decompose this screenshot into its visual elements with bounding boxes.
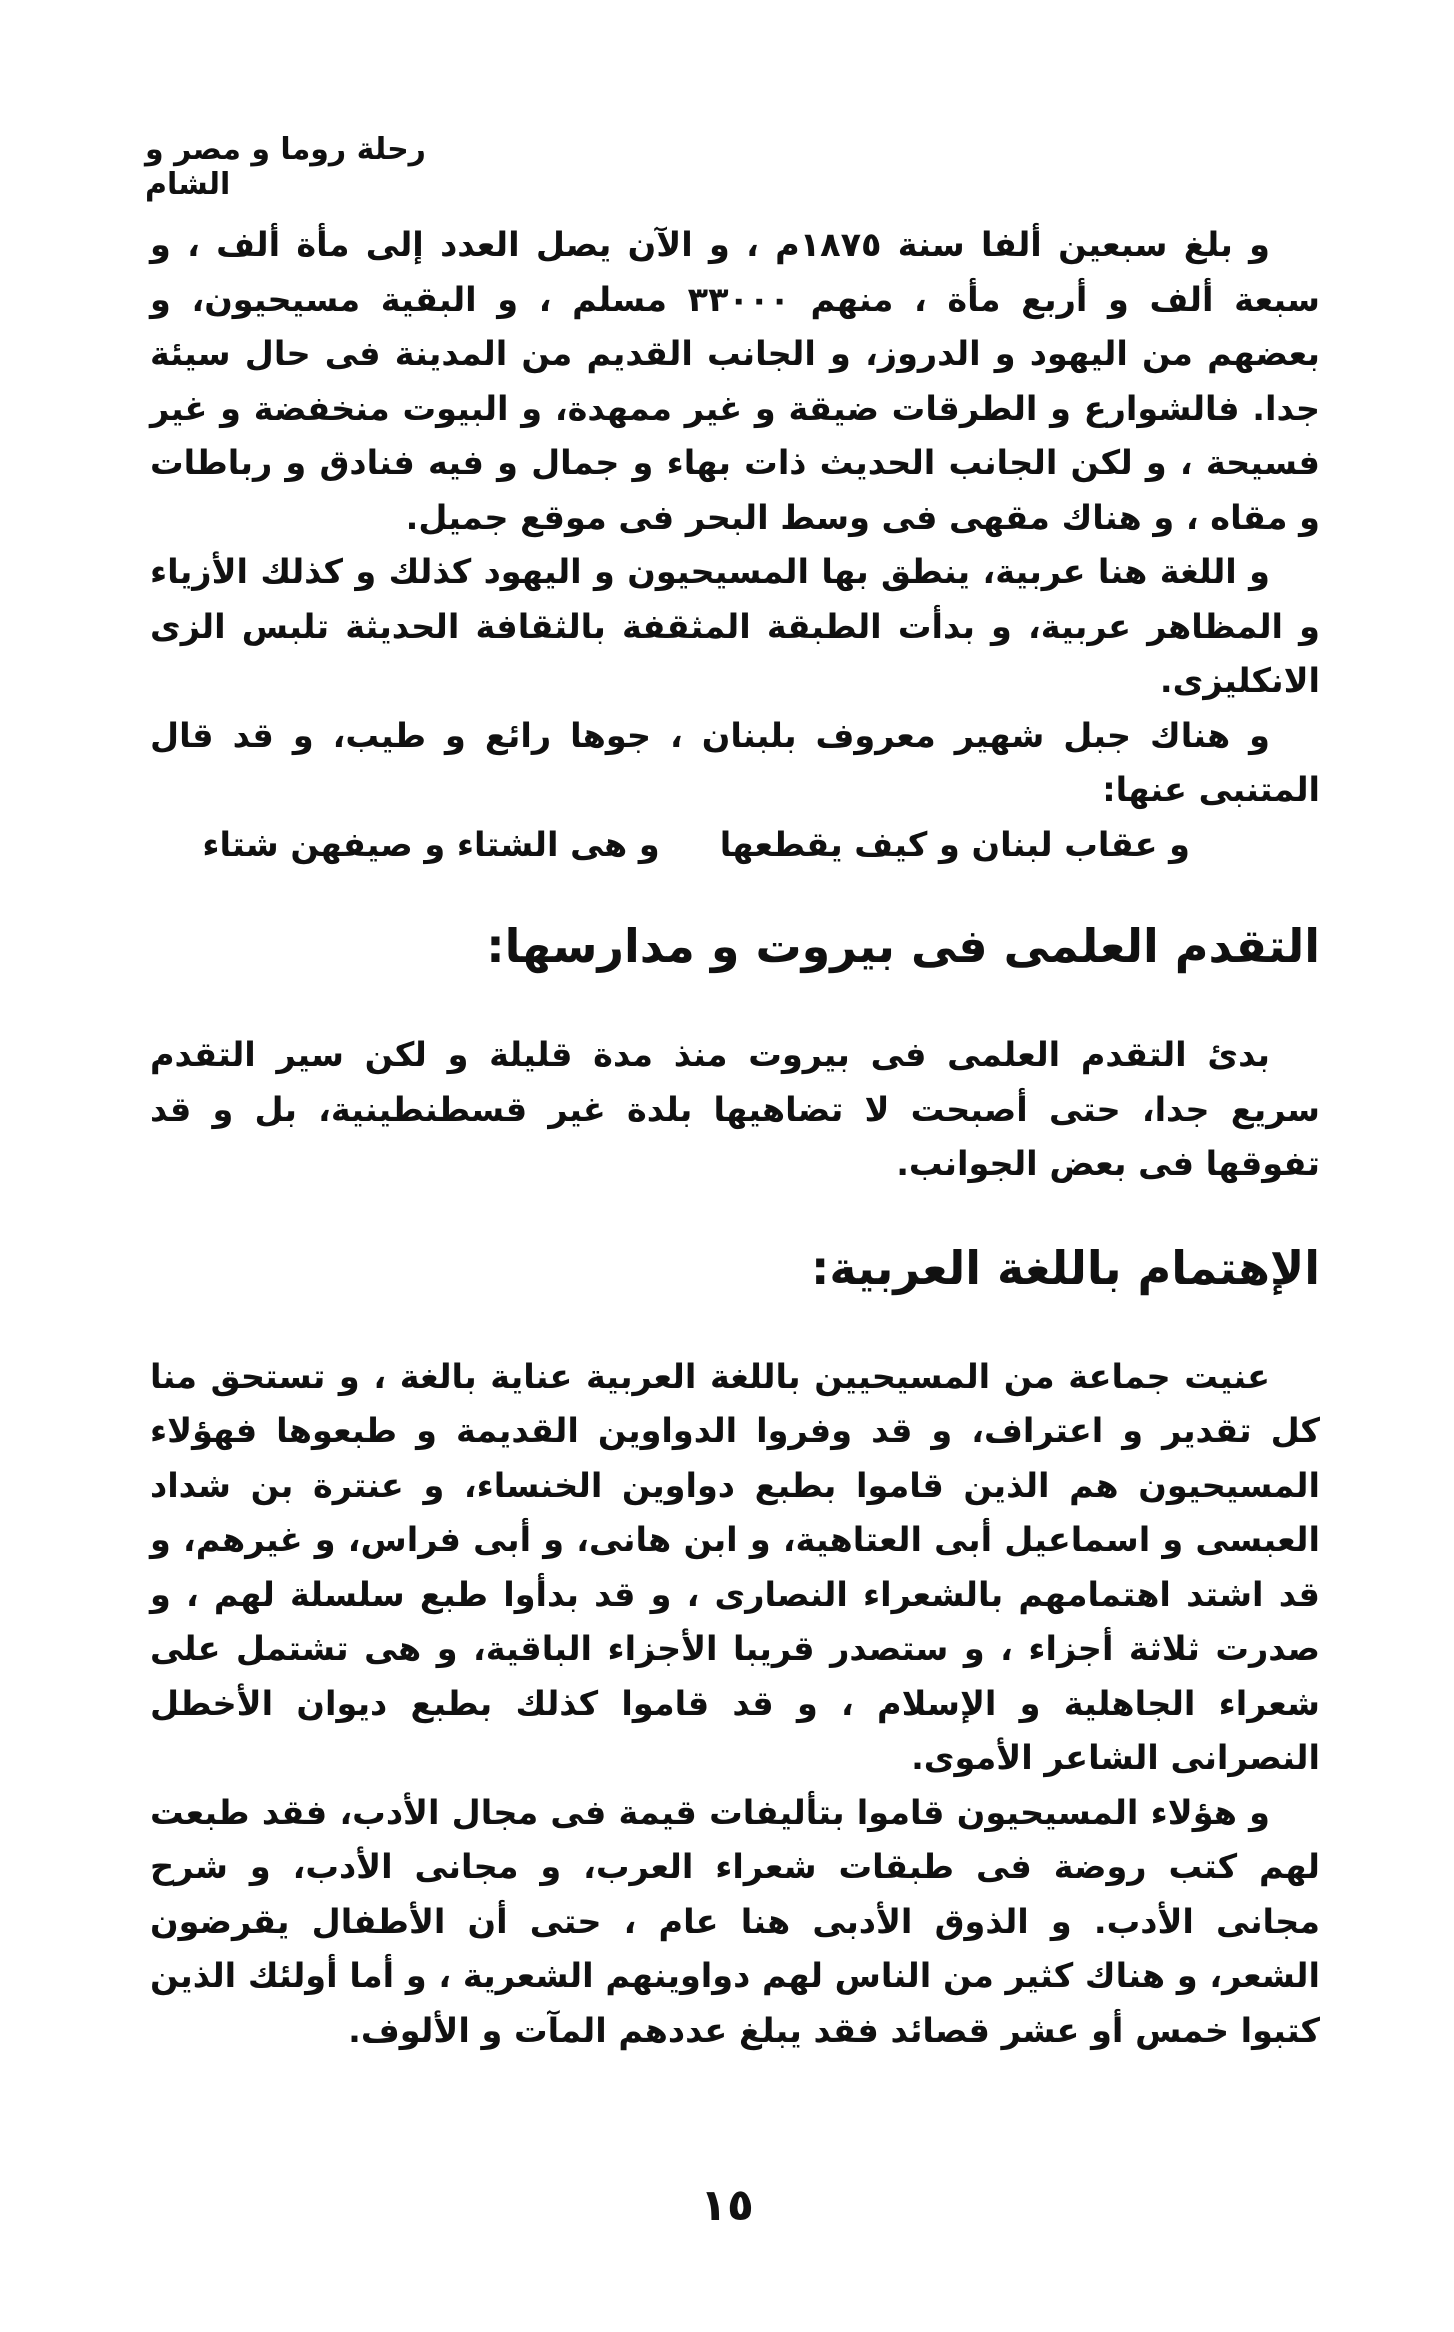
paragraph: و هؤلاء المسيحيون قاموا بتأليفات قيمة فى مجال الأدب، فقد طبعت لهم كتب روضة فى طبقات شعراء العرب، و مجانى الأدب، و شرح مجانى الأدب. و الذوق الأدبى هنا عام ، حتى أن الأطفال يقرضون الشعر، و هناك كثير من الناس لهم دواوينهم الشعرية ، و أما أولئك الذين كتبوا خمس أو عشر قصائد فقد يبلغ عددهم المآت و الألوف. — [150, 1792, 1320, 2050]
paragraph: و بلغ سبعين ألفا سنة ١٨٧٥م ، و الآن يصل العدد إلى مأة ألف ، و سبعة ألف و أربع مأة ، منهم ٣٣٠٠٠ مسلم ، و البقية مسيحيون، و بعضهم من اليهود و الدروز، و الجانب القديم من المدينة فى حال سيئة جدا. فالشوارع و الطرقات ضيقة و غير ممهدة، و البيوت منخفضة و غير فسيحة ، و لكن الجانب الحديث ذات بهاء و جمال و فيه فنادق و رباطات و مقاه ، و هناك مقهى فى وسط البحر فى موقع جميل. — [150, 225, 1320, 537]
verse-first-hemistich: و عقاب لبنان و كيف يقطعها — [719, 824, 1190, 864]
page-content — [150, 218, 1320, 2058]
section-heading: الإهتمام باللغة العربية: — [811, 1240, 1320, 1295]
paragraph: عنيت جماعة من المسيحيين باللغة العربية عناية بالغة ، و تستحق منا كل تقدير و اعتراف، و قد وفروا الدواوين القديمة و طبعوها فهؤلاء المسيحيون هم الذين قاموا بطبع دواوين الخنساء، و عنترة بن شداد العبسى و اسماعيل أبى العتاهية، و ابن هانى، و أبى فراس، و غيرهم، و قد اشتد اهتمامهم بالشعراء النصارى ، و قد بدأوا طبع سلسلة لهم ، و صدرت ثلاثة أجزاء ، و ستصدر قريبا الأجزاء الباقية، و هى تشتمل على شعراء الجاهلية و الإسلام ، و قد قاموا كذلك بطبع ديوان الأخطل النصرانى الشاعر الأموى. — [150, 1356, 1320, 1777]
paragraph: بدئ التقدم العلمى فى بيروت منذ مدة قليلة و لكن سير التقدم سريع جدا، حتى أصبحت لا تضاهيها بلدة غير قسطنطينية، بل و قد تفوقها فى بعض الجوانب. — [150, 1035, 1320, 1183]
running-header: رحلة روما و مصر و الشام — [145, 132, 426, 202]
paragraph: و اللغة هنا عربية، ينطق بها المسيحيون و اليهود كذلك و كذلك الأزياء و المظاهر عربية، و بدأت الطبقة المثقفة بالثقافة الحديثة تلبس الزى الانكليزى. — [150, 552, 1320, 700]
verse-second-hemistich: و هى الشتاء و صيفهن شتاء — [202, 824, 660, 864]
poem-verse — [150, 818, 1320, 873]
paragraph: و هناك جبل شهير معروف بلبنان ، جوها رائع و طيب، و قد قال المتنبى عنها: — [150, 715, 1320, 809]
section-heading: التقدم العلمى فى بيروت و مدارسها: — [486, 919, 1320, 973]
page-number: ١٥ — [700, 2180, 754, 2231]
